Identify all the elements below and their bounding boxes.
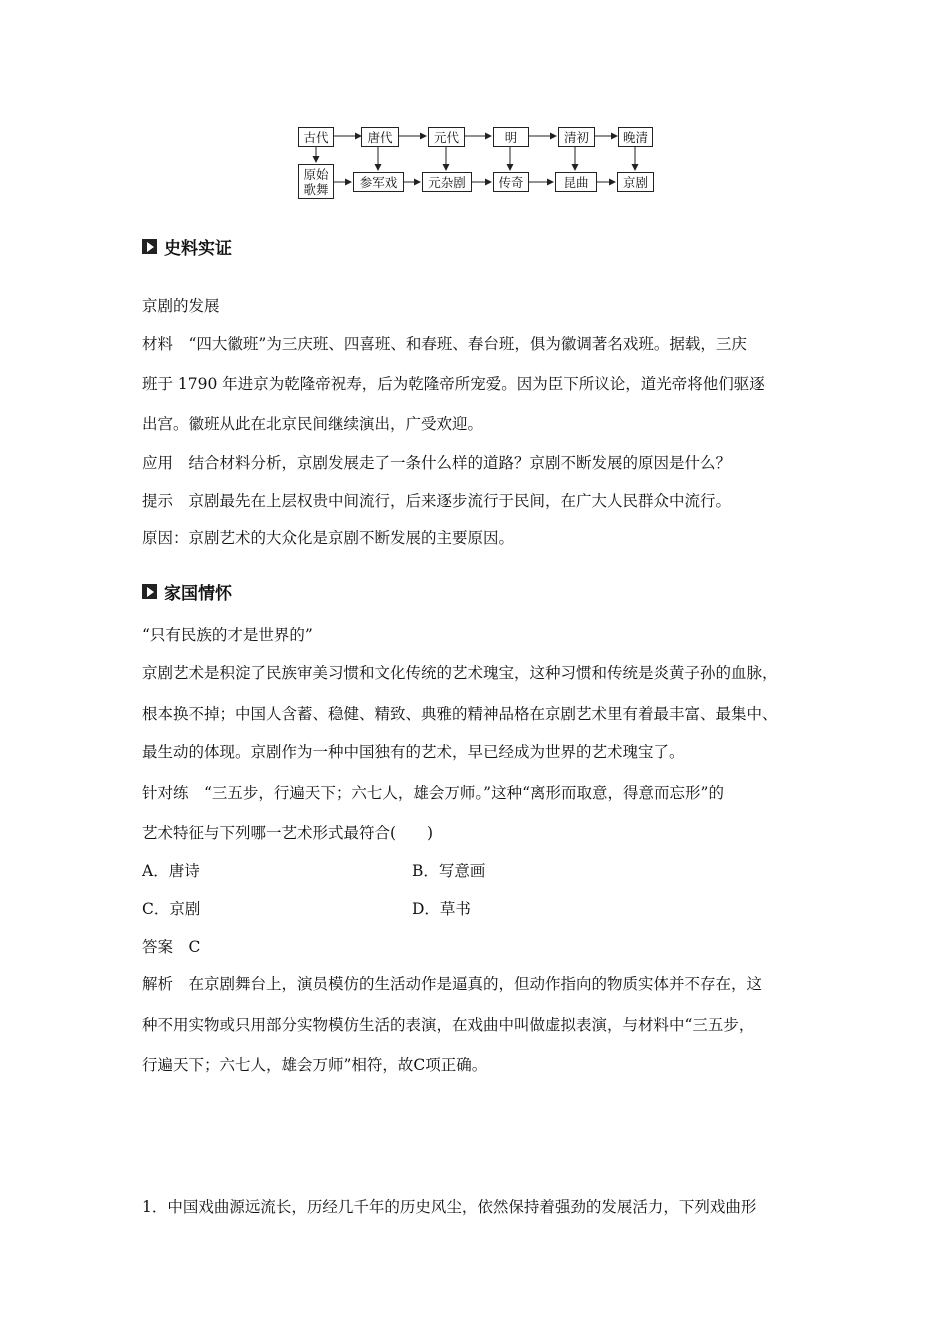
flow-box-kunqu: 昆曲	[555, 172, 597, 192]
exercise-line-1: 针对练 “三五步，行遍天下；六七人，雄会万师。”这种“离形而取意，得意而忘形”的	[142, 784, 724, 802]
quote-title: “只有民族的才是世界的”	[142, 626, 313, 644]
flow-box-ancient: 古代	[298, 127, 334, 147]
section-heading-patriotism	[142, 579, 232, 604]
paragraph-line-3: 最生动的体现。京剧作为一种中国独有的艺术，早已经成为世界的艺术瑰宝了。	[142, 743, 685, 761]
flow-box-yuan: 元代	[428, 127, 465, 147]
material-line-1: 材料 “四大徽班”为三庆班、四喜班、和春班、春台班，俱为徽调著名戏班。据载，三庆	[142, 335, 747, 353]
flow-box-tang: 唐代	[361, 127, 399, 147]
question-1: 1．中国戏曲源远流长，历经几千年的历史风尘，依然保持着强劲的发展活力，下列戏曲形	[142, 1198, 757, 1216]
subtitle: 京剧的发展	[142, 297, 220, 315]
exercise-line-2: 艺术特征与下列哪一艺术形式最符合( )	[142, 824, 434, 842]
answer: 答案 C	[142, 938, 201, 956]
option-b: B．写意画	[412, 862, 486, 880]
play-triangle-icon	[142, 584, 157, 599]
option-d: D．草书	[412, 900, 471, 918]
section-heading-text: 史料实证	[164, 239, 232, 259]
apply-question: 应用 结合材料分析，京剧发展走了一条什么样的道路？京剧不断发展的原因是什么？	[142, 454, 732, 472]
option-c: C．京剧	[142, 900, 201, 918]
paragraph-line-1: 京剧艺术是积淀了民族审美习惯和文化传统的艺术瑰宝，这种习惯和传统是炎黄子孙的血脉，	[142, 664, 778, 682]
flow-box-jingju: 京剧	[617, 172, 654, 192]
flow-box-canjunxi: 参军戏	[353, 172, 404, 192]
paragraph-line-2: 根本换不掉；中国人含蓄、稳健、精致、典雅的精神品格在京剧艺术里有着最丰富、最集中、	[142, 705, 778, 723]
flow-box-ming: 明	[493, 127, 529, 147]
flow-box-late-qing: 晚清	[618, 127, 653, 147]
flow-box-early-qing: 清初	[558, 127, 595, 147]
hint-text: 提示 京剧最先在上层权贵中间流行，后来逐步流行于民间，在广大人民群众中流行。	[142, 492, 732, 510]
option-a: A．唐诗	[142, 862, 200, 880]
flow-box-yuanzaju: 元杂剧	[422, 172, 472, 192]
section-heading-text: 家国情怀	[164, 584, 232, 604]
analysis-line-2: 种不用实物或只用部分实物模仿生活的表演，在戏曲中叫做虚拟表演，与材料中“三五步，	[142, 1016, 755, 1034]
section-heading-historical-evidence	[142, 234, 232, 259]
flow-box-primitive-dance: 原始 歌舞	[298, 164, 334, 199]
analysis-line-1: 解析 在京剧舞台上，演员模仿的生活动作是逼真的，但动作指向的物质实体并不存在，这	[142, 975, 763, 993]
flow-box-chuanqi: 传奇	[493, 172, 529, 192]
flow-arrows	[0, 0, 950, 210]
play-triangle-icon	[142, 239, 157, 254]
analysis-line-3: 行遍天下；六七人，雄会万师”相符，故C项正确。	[142, 1056, 488, 1074]
material-line-2: 班于 1790 年进京为乾隆帝祝寿，后为乾隆帝所宠爱。因为臣下所议论，道光帝将他们驱逐	[142, 375, 765, 393]
reason-text: 原因：京剧艺术的大众化是京剧不断发展的主要原因。	[142, 529, 515, 547]
material-line-3: 出宫。徽班从此在北京民间继续演出，广受欢迎。	[142, 415, 484, 433]
